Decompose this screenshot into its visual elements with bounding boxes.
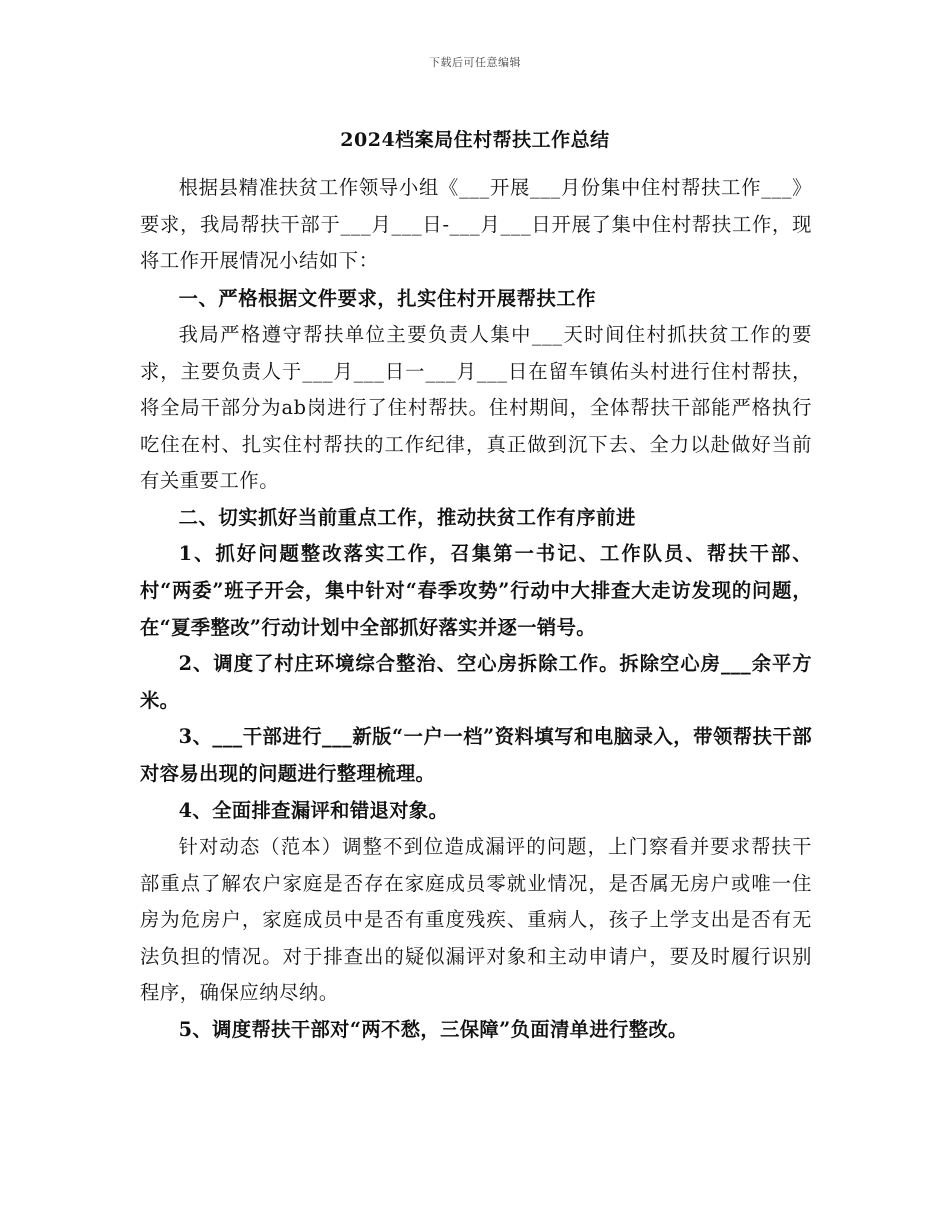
page-header-note: 下载后可任意编辑 <box>429 56 521 69</box>
document-body <box>140 170 812 1048</box>
section-heading-2: 二、切实抓好当前重点工作，推动扶贫工作有序前进 <box>178 505 636 529</box>
section-heading-1: 一、严格根据文件要求，扎实住村开展帮扶工作 <box>178 286 597 310</box>
list-item-4: 4、全面排查漏评和错退对象。 <box>178 798 449 822</box>
intro-paragraph: 根据县精准扶贫工作领导小组《___开展___月份集中住村帮扶工作___》要求，我局帮扶干部于___月___日-___月___日开展了集中住村帮扶工作，现将工作开展情况小结如下： <box>140 176 812 273</box>
list-item-2: 2、调度了村庄环境综合整治、空心房拆除工作。拆除空心房___余平方米。 <box>140 652 812 712</box>
list-item-5: 5、调度帮扶干部对“两不愁，三保障”负面清单进行整改。 <box>178 1017 688 1041</box>
document-title: 2024档案局住村帮扶工作总结 <box>340 129 610 151</box>
list-item-3: 3、___干部进行___新版“一户一档”资料填写和电脑录入，带领帮扶干部对容易出现的问题进行整理梳理。 <box>140 725 812 786</box>
item-4-paragraph: 针对动态（范本）调整不到位造成漏评的问题，上门察看并要求帮扶干部重点了解农户家庭是否存在家庭成员零就业情况，是否属无房户或唯一住房为危房户，家庭成员中是否有重度残疾、重病人，孩子上学支出是否有无法负担的情况。对于排查出的疑似漏评对象和主动申请户，要及时履行识别程序，确保应纳尽纳。 <box>140 835 812 1005</box>
section-1-paragraph: 我局严格遵守帮扶单位主要负责人集中___天时间住村抓扶贫工作的要求，主要负责人于___月___日一___月___日在留车镇佑头村进行住村帮扶，将全局干部分为ab岗进行了住村帮扶。住村期间，全体帮扶干部能严格执行吃住在村、扎实住村帮扶的工作纪律，真正做到沉下去、全力以赴做好当前有关重要工作。 <box>140 323 812 493</box>
list-item-1: 1、抓好问题整改落实工作，召集第一书记、工作队员、帮扶干部、村“两委”班子开会，集中针对“春季攻势”行动中大排查大走访发现的问题，在“夏季整改”行动计划中全部抓好落实并逐一销号。 <box>140 542 812 639</box>
